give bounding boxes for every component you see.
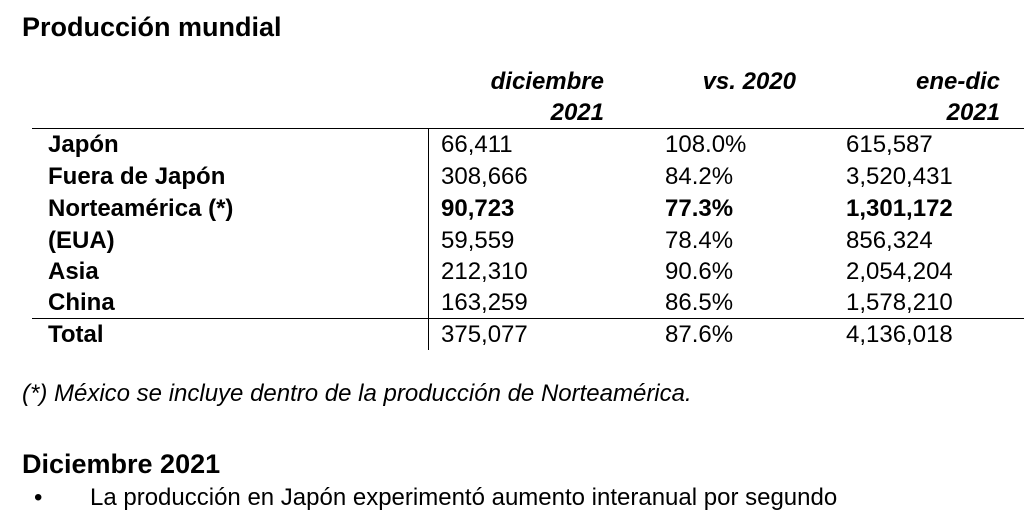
cell-jan-dec: 2,054,204 (846, 258, 953, 285)
table-row-eua (0, 225, 1024, 257)
cell-vs-2020: 87.6% (665, 321, 734, 348)
cell-jan-dec: 615,587 (846, 131, 933, 158)
column-header-jan-dec-2021 (880, 66, 1000, 128)
cell-jan-dec: 856,324 (846, 227, 933, 254)
column-header-line: vs. 2020 (702, 68, 796, 95)
row-label: Japón (48, 131, 119, 158)
cell-december: 163,259 (441, 289, 528, 316)
cell-jan-dec: 1,301,172 (846, 195, 953, 222)
table-row-japon (0, 129, 1024, 161)
cell-december: 66,411 (441, 131, 513, 158)
cell-vs-2020: 90.6% (665, 258, 734, 285)
column-header-december-2021 (428, 66, 604, 128)
column-header-line: ene-dic (915, 68, 1000, 95)
table-footnote: (*) México se incluye dentro de la producción de Norteamérica. (22, 380, 692, 407)
cell-jan-dec: 4,136,018 (846, 321, 953, 348)
cell-vs-2020: 108.0% (665, 131, 747, 158)
table-row-norteamerica (0, 193, 1024, 225)
cell-december: 59,559 (441, 227, 515, 254)
row-label: Fuera de Japón (48, 163, 226, 190)
column-header-line: 2021 (550, 99, 604, 126)
cell-vs-2020: 86.5% (665, 289, 734, 316)
bullet-marker: • (34, 484, 43, 511)
cell-jan-dec: 3,520,431 (846, 163, 953, 190)
cell-december: 308,666 (441, 163, 528, 190)
row-label: China (48, 289, 115, 316)
page-title: Producción mundial (22, 12, 282, 42)
cell-vs-2020: 84.2% (665, 163, 734, 190)
column-header-line: diciembre (490, 68, 604, 95)
cell-vs-2020: 78.4% (665, 227, 734, 254)
table-row-asia (0, 256, 1024, 288)
table-row-fuera-de-japon (0, 161, 1024, 193)
bullet-text: La producción en Japón experimentó aumento interanual por segundo (90, 484, 838, 511)
cell-december: 90,723 (441, 195, 515, 222)
cell-vs-2020: 77.3% (665, 195, 734, 222)
column-header-line: 2021 (946, 99, 1000, 126)
row-label: Total (48, 321, 104, 348)
cell-jan-dec: 1,578,210 (846, 289, 953, 316)
cell-december: 375,077 (441, 321, 528, 348)
row-label: Norteamérica (*) (48, 195, 234, 222)
section-heading: Diciembre 2021 (22, 449, 221, 479)
table-row-total (0, 319, 1024, 351)
row-label: (EUA) (48, 227, 115, 254)
row-label: Asia (48, 258, 99, 285)
table-row-china (0, 287, 1024, 319)
column-header-vs-2020 (690, 66, 796, 97)
cell-december: 212,310 (441, 258, 528, 285)
